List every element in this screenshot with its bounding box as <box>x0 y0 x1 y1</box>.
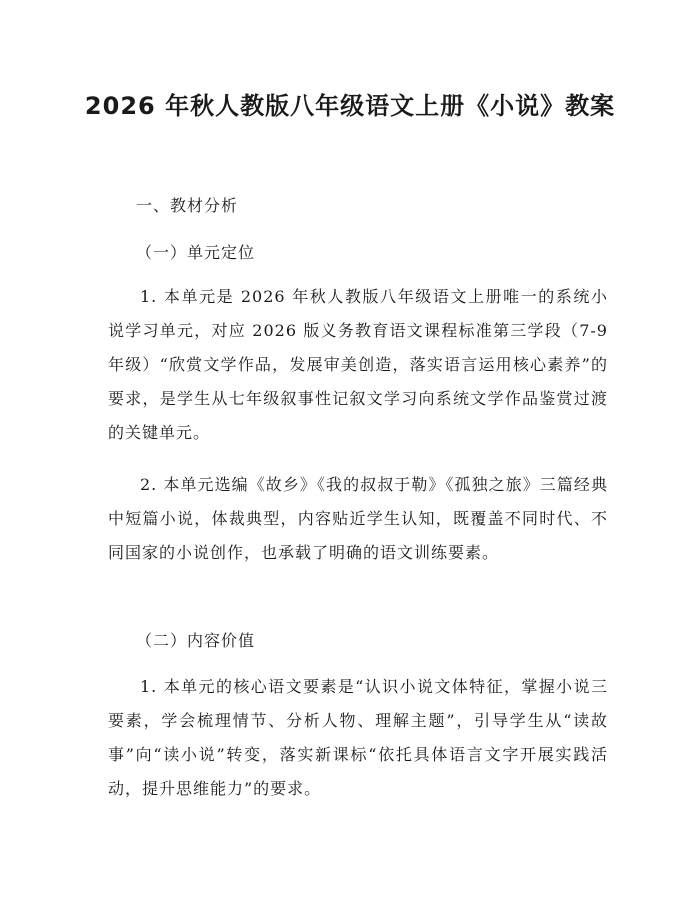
paragraph-unit-position-1: 1. 本单元是 2026 年秋人教版八年级语文上册唯一的系统小说学习单元，对应 2026 版义务教育语文课程标准第三学段（7-9 年级）“欣赏文学作品，发展审美创造，落实语言运用核心素养”的要求，是学生从七年级叙事性记叙文学习向系统文学作品鉴赏过渡的关键单元。 <box>108 287 608 442</box>
document-title: 2026 年秋人教版八年级语文上册《小说》教案 <box>84 92 616 120</box>
section-heading-analysis: 一、教材分析 <box>136 196 239 215</box>
subsection-heading-content-value: （二）内容价值 <box>136 631 256 650</box>
subsection-heading-unit-position: （一）单元定位 <box>136 243 256 262</box>
paragraph-unit-position-2: 2. 本单元选编《故乡》《我的叔叔于勒》《孤独之旅》三篇经典中短篇小说，体裁典型，内容贴近学生认知，既覆盖不同时代、不同国家的小说创作，也承载了明确的语文训练要素。 <box>108 475 608 562</box>
paragraph-content-value-1: 1. 本单元的核心语文要素是“认识小说文体特征，掌握小说三要素，学会梳理情节、分析人物、理解主题”，引导学生从“读故事”向“读小说”转变，落实新课标“依托具体语言文字开展实践活动，提升思维能力”的要求。 <box>108 677 608 798</box>
